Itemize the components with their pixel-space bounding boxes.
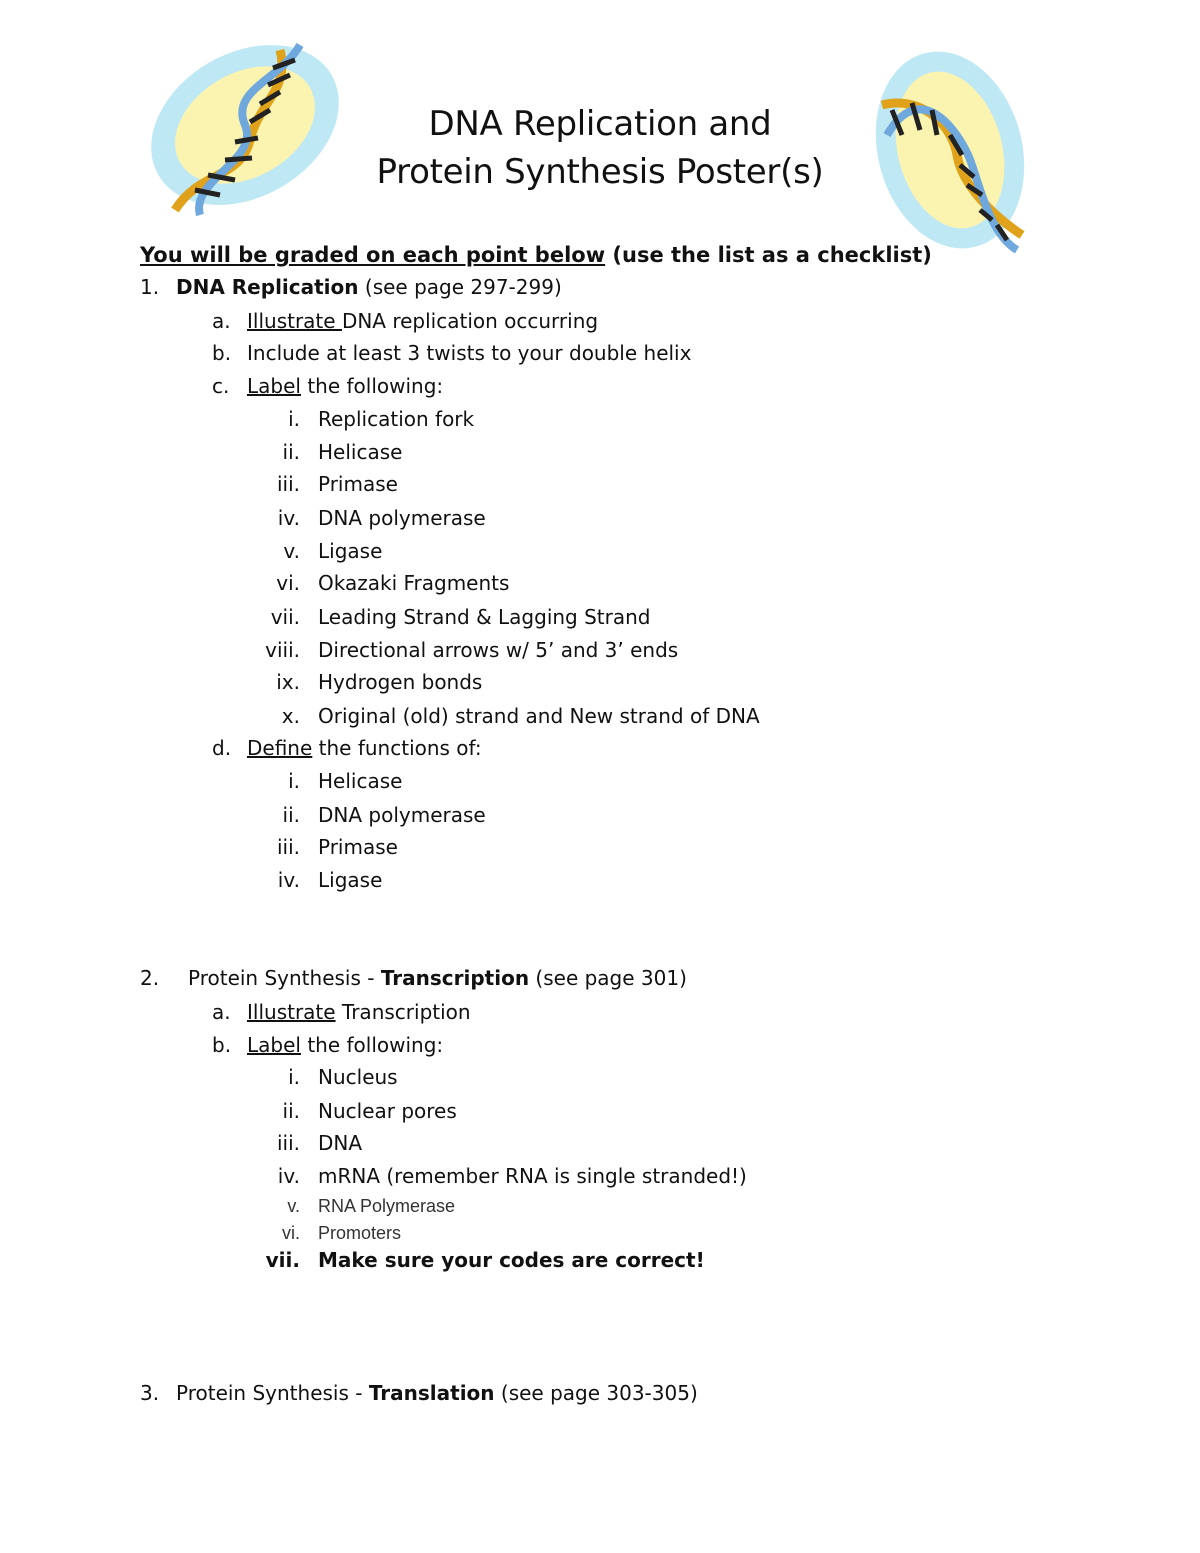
section1-b-text: Include at least 3 twists to your double helix bbox=[247, 341, 692, 365]
list-marker: x. bbox=[281, 704, 300, 728]
list-marker: ii. bbox=[282, 440, 300, 464]
list-marker: vi. bbox=[282, 1223, 300, 1243]
section1-b bbox=[212, 340, 692, 366]
list-text: Nucleus bbox=[318, 1065, 398, 1089]
intro-underlined: You will be graded on each point below bbox=[140, 243, 606, 267]
list-text: DNA polymerase bbox=[318, 506, 486, 530]
section1-title: DNA Replication bbox=[176, 275, 359, 299]
list-marker: vii. bbox=[265, 1248, 300, 1272]
list-marker: ii. bbox=[282, 803, 300, 827]
section1-d bbox=[212, 735, 482, 761]
section2-title: Transcription bbox=[380, 966, 530, 990]
list-text: mRNA (remember RNA is single stranded!) bbox=[318, 1164, 747, 1188]
list-text: DNA bbox=[318, 1131, 363, 1155]
section2-a-rest: Transcription bbox=[335, 1000, 471, 1024]
intro-rest: (use the list as a checklist) bbox=[605, 243, 932, 267]
section3-heading-text bbox=[176, 1380, 698, 1406]
list-marker: iii. bbox=[276, 835, 300, 859]
section2-b-rest: the following: bbox=[300, 1033, 444, 1057]
intro-text bbox=[140, 242, 932, 268]
list-text: Ligase bbox=[318, 539, 383, 563]
section2-b-verb: Label bbox=[247, 1033, 301, 1057]
section2-heading-text bbox=[188, 965, 687, 991]
list-text: Leading Strand & Lagging Strand bbox=[318, 605, 651, 629]
list-text: Replication fork bbox=[318, 407, 475, 431]
section3-heading bbox=[140, 1380, 698, 1406]
page-title-line2: Protein Synthesis Poster(s) bbox=[376, 152, 824, 192]
section1-c-rest: the following: bbox=[300, 374, 444, 398]
section1-a-text bbox=[247, 308, 598, 334]
list-text: Primase bbox=[318, 472, 398, 496]
list-text: Promoters bbox=[318, 1223, 402, 1243]
section1-heading bbox=[140, 274, 562, 300]
section3-title: Translation bbox=[368, 1381, 495, 1405]
section1-a-verb: Illustrate bbox=[247, 309, 342, 333]
section1-d-rest: the functions of: bbox=[312, 736, 482, 760]
section1-c bbox=[212, 373, 444, 399]
list-text: Okazaki Fragments bbox=[318, 571, 510, 595]
section2-a-text bbox=[247, 999, 471, 1025]
section1-a-rest: DNA replication occurring bbox=[341, 309, 599, 333]
list-text: Make sure your codes are correct! bbox=[318, 1248, 705, 1272]
page-title-line1: DNA Replication and bbox=[428, 104, 772, 144]
section1-number: 1. bbox=[140, 275, 160, 299]
list-text: DNA polymerase bbox=[318, 803, 486, 827]
list-marker: i. bbox=[288, 769, 300, 793]
section2-a-verb: Illustrate bbox=[247, 1000, 336, 1024]
section1-c-marker: c. bbox=[212, 374, 230, 398]
list-marker: iv. bbox=[277, 868, 300, 892]
list-marker: vi. bbox=[276, 571, 300, 595]
section3-suffix: (see page 303-305) bbox=[494, 1381, 698, 1405]
section2-number: 2. bbox=[140, 966, 160, 990]
section2-heading bbox=[140, 965, 687, 991]
section2-prefix: Protein Synthesis - bbox=[188, 966, 381, 990]
section2-b-marker: b. bbox=[212, 1033, 232, 1057]
section1-a bbox=[212, 308, 599, 334]
list-marker: iv. bbox=[277, 506, 300, 530]
list-text: Ligase bbox=[318, 868, 383, 892]
list-marker: v. bbox=[283, 539, 300, 563]
list-marker: v. bbox=[287, 1196, 300, 1216]
section1-d-text bbox=[247, 735, 482, 761]
section2-b-text bbox=[247, 1032, 443, 1058]
list-text: Hydrogen bonds bbox=[318, 670, 483, 694]
list-marker: ii. bbox=[282, 1099, 300, 1123]
list-marker: iii. bbox=[276, 1131, 300, 1155]
list-text: Original (old) strand and New strand of DNA bbox=[318, 704, 760, 728]
list-marker: viii. bbox=[265, 638, 300, 662]
section1-d-verb: Define bbox=[247, 736, 313, 760]
list-text: RNA Polymerase bbox=[318, 1196, 456, 1216]
section3-prefix: Protein Synthesis - bbox=[176, 1381, 369, 1405]
section3-number: 3. bbox=[140, 1381, 160, 1405]
section1-b-marker: b. bbox=[212, 341, 232, 365]
list-marker: iii. bbox=[276, 472, 300, 496]
list-text: Directional arrows w/ 5’ and 3’ ends bbox=[318, 638, 679, 662]
section1-c-text bbox=[247, 373, 443, 399]
list-text: Helicase bbox=[318, 769, 403, 793]
list-marker: i. bbox=[288, 1065, 300, 1089]
section2-a-marker: a. bbox=[212, 1000, 231, 1024]
list-marker: i. bbox=[288, 407, 300, 431]
section1-c-verb: Label bbox=[247, 374, 301, 398]
section2-suffix: (see page 301) bbox=[529, 966, 687, 990]
list-marker: ix. bbox=[276, 670, 300, 694]
list-text: Helicase bbox=[318, 440, 403, 464]
section1-suffix: (see page 297-299) bbox=[358, 275, 562, 299]
section1-title-wrap bbox=[176, 274, 562, 300]
list-marker: vii. bbox=[270, 605, 300, 629]
section2-a bbox=[212, 999, 471, 1025]
list-text: Nuclear pores bbox=[318, 1099, 457, 1123]
list-marker: iv. bbox=[277, 1164, 300, 1188]
section2-b bbox=[212, 1032, 444, 1058]
section1-d-marker: d. bbox=[212, 736, 232, 760]
section1-a-marker: a. bbox=[212, 309, 231, 333]
list-text: Primase bbox=[318, 835, 398, 859]
